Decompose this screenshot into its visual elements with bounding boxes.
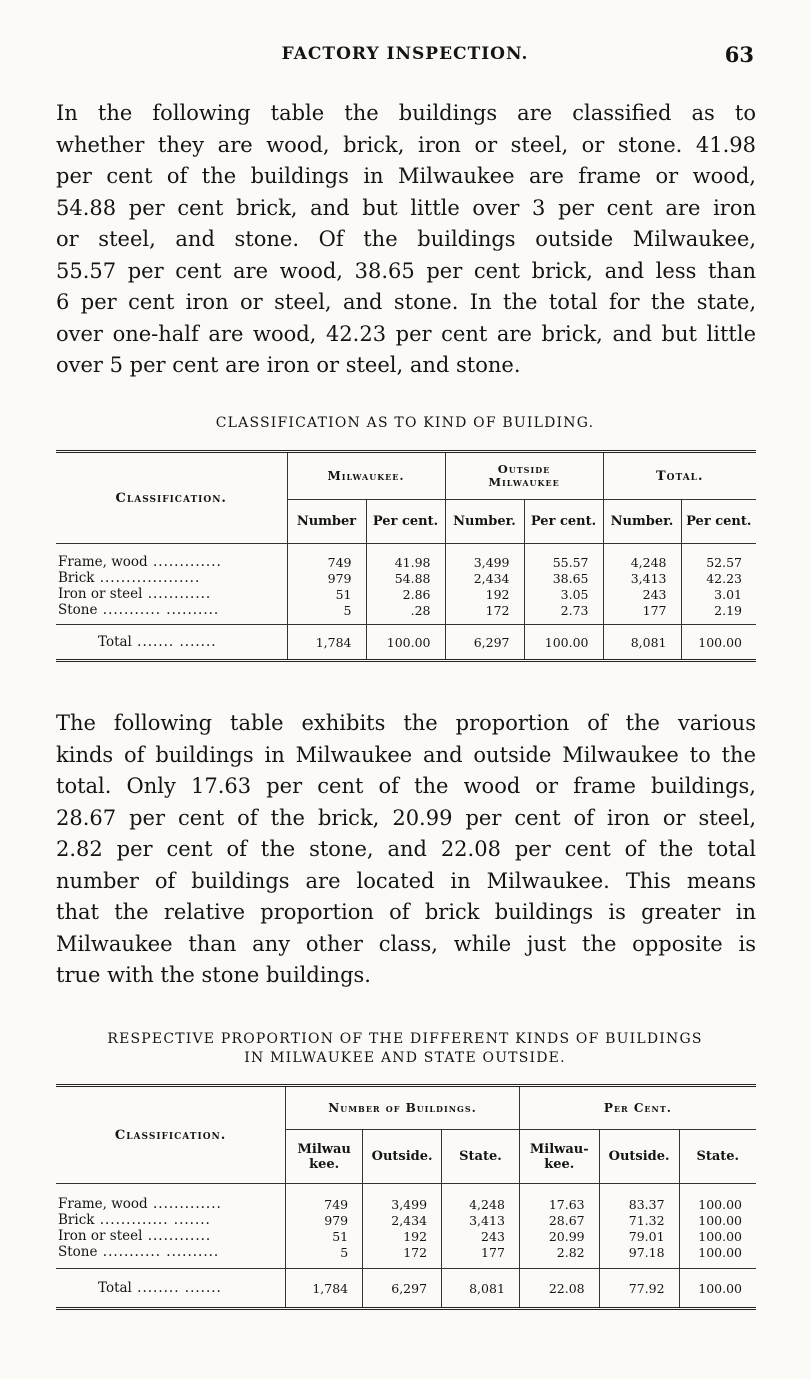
- total-row: [56, 1269, 756, 1309]
- table-cell: 172: [363, 1244, 442, 1269]
- row-label: Frame, wood .............: [58, 1196, 222, 1212]
- total-label: Total ........ .......: [98, 1280, 222, 1296]
- table-row: [56, 544, 756, 571]
- table-cell: 2.19: [681, 602, 756, 625]
- table2-caption: [40, 1030, 770, 1068]
- table-cell: 3.05: [524, 586, 603, 602]
- table-cell: .28: [366, 602, 445, 625]
- paragraph-line: 55.57 per cent are wood, 38.65 per cent brick, and less than: [56, 258, 756, 283]
- table-row: [56, 1212, 756, 1228]
- row-label: Stone ........... ..........: [58, 602, 220, 618]
- table-cell: 77.92: [599, 1269, 679, 1309]
- table-cell: 3,499: [363, 1184, 442, 1213]
- table-cell: 42.23: [681, 570, 756, 586]
- table-cell: 38.65: [524, 570, 603, 586]
- table-cell: 20.99: [519, 1228, 599, 1244]
- table-cell: 28.67: [519, 1212, 599, 1228]
- table-cell: 5: [286, 1244, 363, 1269]
- group-header-number: Number of Buildings.: [286, 1086, 520, 1130]
- table-cell: 177: [603, 602, 681, 625]
- table-cell: 979: [287, 570, 366, 586]
- table-cell: 6,297: [363, 1269, 442, 1309]
- total-row: [56, 625, 756, 661]
- row-label-text: Stone: [58, 1244, 98, 1260]
- classification-header: Classification.: [114, 1127, 227, 1143]
- table-cell: 100.00: [679, 1212, 756, 1228]
- row-label: Iron or steel ............: [58, 586, 212, 602]
- paragraph-line: 2.82 per cent of the stone, and 22.08 per cent of the total: [56, 837, 756, 861]
- subheader: Per cent.: [366, 500, 445, 544]
- table-cell: 100.00: [524, 625, 603, 661]
- table-row: [56, 586, 756, 602]
- table-row: [56, 1184, 756, 1213]
- paragraph-proportion: [56, 708, 756, 992]
- table-cell: 4,248: [442, 1184, 520, 1213]
- table-cell: 97.18: [599, 1244, 679, 1269]
- table-cell: 2,434: [363, 1212, 442, 1228]
- table-cell: 100.00: [366, 625, 445, 661]
- table-respective-proportion: [56, 1084, 756, 1310]
- table-cell: 172: [445, 602, 524, 625]
- subheader: State.: [679, 1130, 756, 1184]
- table-cell: 1,784: [286, 1269, 363, 1309]
- row-label: Frame, wood .............: [58, 554, 222, 570]
- paragraph-line: number of buildings are located in Milwaukee. This means: [56, 868, 756, 893]
- subheader: Per cent.: [681, 500, 756, 544]
- table-cell: 2.73: [524, 602, 603, 625]
- caption-line: IN MILWAUKEE AND STATE OUTSIDE.: [244, 1050, 566, 1066]
- table-cell: 192: [445, 586, 524, 602]
- table-cell: 6,297: [445, 625, 524, 661]
- subheader: Outside.: [363, 1130, 442, 1184]
- running-title: FACTORY INSPECTION.: [281, 44, 529, 64]
- table-cell: 3,413: [603, 570, 681, 586]
- table-cell: 54.88: [366, 570, 445, 586]
- subheader: Outside.: [599, 1130, 679, 1184]
- table-cell: 100.00: [679, 1228, 756, 1244]
- table-cell: 100.00: [679, 1269, 756, 1309]
- paragraph-line: true with the stone buildings.: [56, 963, 371, 987]
- table-cell: 79.01: [599, 1228, 679, 1244]
- table-cell: 17.63: [519, 1184, 599, 1213]
- table-row: [56, 570, 756, 586]
- paragraph-line: Milwaukee than any other class, while just the opposite is: [56, 931, 756, 956]
- row-label: Brick ............. .......: [58, 1212, 211, 1228]
- paragraph-line: 28.67 per cent of the brick, 20.99 per cent of iron or steel,: [56, 805, 756, 830]
- paragraph-line: over 5 per cent are iron or steel, and stone.: [56, 353, 521, 377]
- table-cell: 71.32: [599, 1212, 679, 1228]
- row-label: Iron or steel ............: [58, 1228, 212, 1244]
- row-label-text: Frame, wood: [58, 1196, 148, 1212]
- row-label: Stone ........... ..........: [58, 1244, 220, 1260]
- group-header-percent: Per Cent.: [519, 1086, 756, 1130]
- subheader: Number: [287, 500, 366, 544]
- paragraph-line: total. Only 17.63 per cent of the wood or frame buildings,: [56, 774, 756, 798]
- paragraph-line: In the following table the buildings are classified as to: [56, 101, 756, 125]
- table-cell: 3,499: [445, 544, 524, 571]
- paragraph-line: or steel, and stone. Of the buildings outside Milwaukee,: [56, 227, 756, 251]
- row-label-text: Brick: [58, 1212, 95, 1228]
- paragraph-line: kinds of buildings in Milwaukee and outside Milwaukee to the: [56, 742, 756, 767]
- table-cell: 243: [442, 1228, 520, 1244]
- paragraph-line: over one-half are wood, 42.23 per cent are brick, and but little: [56, 321, 756, 346]
- table-cell: 3.01: [681, 586, 756, 602]
- table1-caption: CLASSIFICATION AS TO KIND OF BUILDING.: [215, 415, 595, 431]
- table-cell: 243: [603, 586, 681, 602]
- table-cell: 749: [286, 1184, 363, 1213]
- table-cell: 55.57: [524, 544, 603, 571]
- table-cell: 1,784: [287, 625, 366, 661]
- table-cell: 51: [286, 1228, 363, 1244]
- table-cell: 100.00: [681, 625, 756, 661]
- table-cell: 979: [286, 1212, 363, 1228]
- table-kind-of-building: [56, 450, 756, 662]
- paragraph-line: whether they are wood, brick, iron or steel, or stone. 41.98: [56, 132, 756, 157]
- table-cell: 2.82: [519, 1244, 599, 1269]
- row-label-text: Iron or steel: [58, 586, 143, 602]
- paragraph-line: that the relative proportion of brick buildings is greater in: [56, 900, 756, 924]
- row-label-text: Frame, wood: [58, 554, 148, 570]
- total-label: Total ....... .......: [98, 634, 217, 650]
- table-row: [56, 1244, 756, 1269]
- subheader: Number.: [445, 500, 524, 544]
- subheader: Number.: [603, 500, 681, 544]
- subheader: Milwau kee.: [286, 1130, 363, 1184]
- table-cell: 41.98: [366, 544, 445, 571]
- group-header-total: Total.: [603, 452, 756, 500]
- group-header-milwaukee: Milwaukee.: [287, 452, 445, 500]
- running-head: [0, 44, 810, 74]
- table-cell: 8,081: [442, 1269, 520, 1309]
- table-cell: 22.08: [519, 1269, 599, 1309]
- table-cell: 2,434: [445, 570, 524, 586]
- page-number: 63: [724, 42, 754, 67]
- table-cell: 100.00: [679, 1244, 756, 1269]
- table-row: [56, 602, 756, 625]
- subheader: Per cent.: [524, 500, 603, 544]
- row-label-text: Stone: [58, 602, 98, 618]
- table-cell: 52.57: [681, 544, 756, 571]
- table-cell: 100.00: [679, 1184, 756, 1213]
- row-label: Brick ...................: [58, 570, 201, 586]
- table-cell: 192: [363, 1228, 442, 1244]
- table-cell: 5: [287, 602, 366, 625]
- paragraph-classification: [56, 98, 756, 382]
- paragraph-line: The following table exhibits the proportion of the various: [56, 711, 756, 735]
- subheader: Milwau- kee.: [519, 1130, 599, 1184]
- table-cell: 177: [442, 1244, 520, 1269]
- table-cell: 51: [287, 586, 366, 602]
- row-label-text: Brick: [58, 570, 95, 586]
- group-header-outside: Outside Milwaukee: [445, 452, 603, 500]
- total-label-text: Total: [98, 634, 132, 650]
- paragraph-line: 54.88 per cent brick, and but little over 3 per cent are iron: [56, 195, 756, 220]
- table-row: [56, 1228, 756, 1244]
- caption-line: RESPECTIVE PROPORTION OF THE DIFFERENT KINDS OF BUILDINGS: [107, 1031, 703, 1047]
- subheader: State.: [442, 1130, 520, 1184]
- paragraph-line: per cent of the buildings in Milwaukee are frame or wood,: [56, 164, 756, 188]
- table-cell: 749: [287, 544, 366, 571]
- table-cell: 3,413: [442, 1212, 520, 1228]
- total-label-text: Total: [98, 1280, 132, 1296]
- row-label-text: Iron or steel: [58, 1228, 143, 1244]
- table-cell: 83.37: [599, 1184, 679, 1213]
- table-cell: 4,248: [603, 544, 681, 571]
- table-cell: 2.86: [366, 586, 445, 602]
- classification-header: Classification.: [115, 490, 227, 506]
- paragraph-line: 6 per cent iron or steel, and stone. In the total for the state,: [56, 290, 756, 314]
- table-cell: 8,081: [603, 625, 681, 661]
